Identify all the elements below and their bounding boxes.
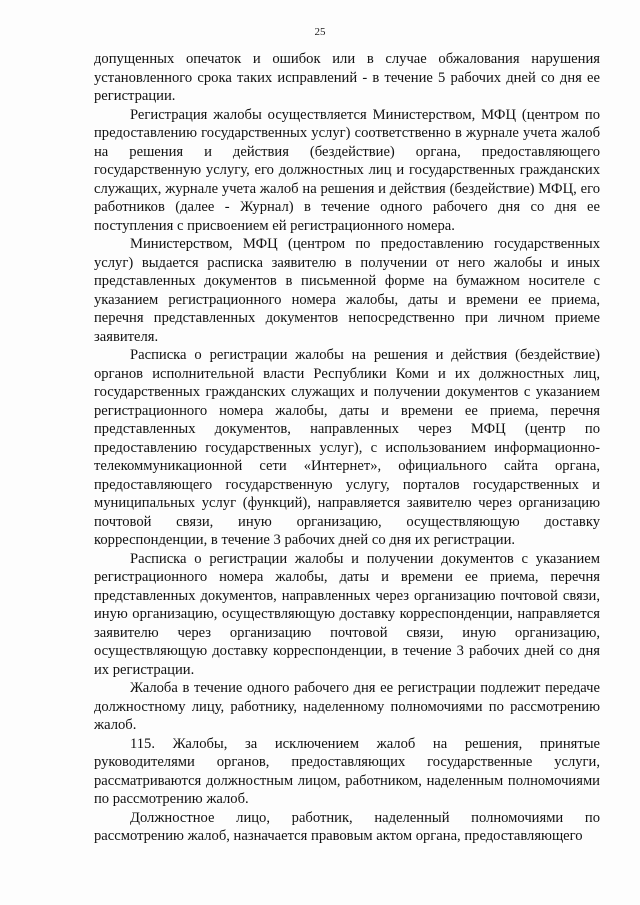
- document-body: [94, 50, 600, 846]
- paragraph-official-appointment: Должностное лицо, работник, наделенный полномочиями по рассмотрению жалоб, назначается правовым актом органа, предоставляющего: [94, 809, 600, 844]
- page-number: 25: [314, 26, 326, 38]
- paragraph-complaint-registration: Регистрация жалобы осуществляется Министерством, МФЦ (центром по предоставлению государственных услуг) соответственно в журнале учета жалоб на решения и действия (бездействие) органа, предоставляющего государственную услугу, его должностных лиц и государственных гражданских служащих, журнале учета жалоб на решения и действия (бездействие) МФЦ, его работников (далее - Журнал) в течение одного рабочего дня со дня ее поступления с присвоением ей регистрационного номера.: [94, 106, 600, 234]
- paragraph-receipt-postal: Расписка о регистрации жалобы и получении документов с указанием регистрационного номера жалобы, даты и времени ее приема, перечня представленных документов, направленных через организацию почтовой связи, иную организацию, осуществляющую доставку корреспонденции, направляется заявителю через организацию почтовой связи, иную организацию, осуществляющую доставку корреспонденции, в течение 3 рабочих дней со дня их регистрации.: [94, 550, 600, 678]
- paragraph-complaint-transfer: Жалоба в течение одного рабочего дня ее регистрации подлежит передаче должностному лицу, работнику, наделенному полномочиями по рассмотрению жалоб.: [94, 680, 600, 733]
- paragraph-receipt-issuance: Министерством, МФЦ (центром по предоставлению государственных услуг) выдается расписка заявителю в получении от него жалобы и иных представленных документов в письменной форме на бумажном носителе с указанием регистрационного номера жалобы, даты и времени ее приема, перечня представленных документов непосредственно при личном приеме заявителя.: [94, 236, 600, 345]
- paragraph-receipt-electronic: Расписка о регистрации жалобы на решения и действия (бездействие) органов исполнительной власти Республики Коми и их должностных лиц, государственных гражданских служащих и получении документов с указанием регистрационного номера жалобы, даты и времени ее приема, перечня представленных документов, направленных через МФЦ (центр по предоставлению государственных услуг), с использованием информационно-телекоммуникационной сети «Интернет», официального сайта органа, предоставляющего государственную услугу, порталов государственных и муниципальных услуг (функций), направляется заявителю через организацию почтовой связи, иную организацию, осуществляющую доставку корреспонденции, в течение 3 рабочих дней со дня их регистрации.: [94, 347, 600, 548]
- paragraph-section-115: 115. Жалобы, за исключением жалоб на решения, принятые руководителями органов, предоставляющих государственные услуги, рассматриваются должностным лицом, работником, наделенным полномочиями по рассмотрению жалоб.: [94, 735, 600, 807]
- paragraph-continuation: допущенных опечаток и ошибок или в случае обжалования нарушения установленного срока таких исправлений - в течение 5 рабочих дней со дня ее регистрации.: [94, 51, 600, 104]
